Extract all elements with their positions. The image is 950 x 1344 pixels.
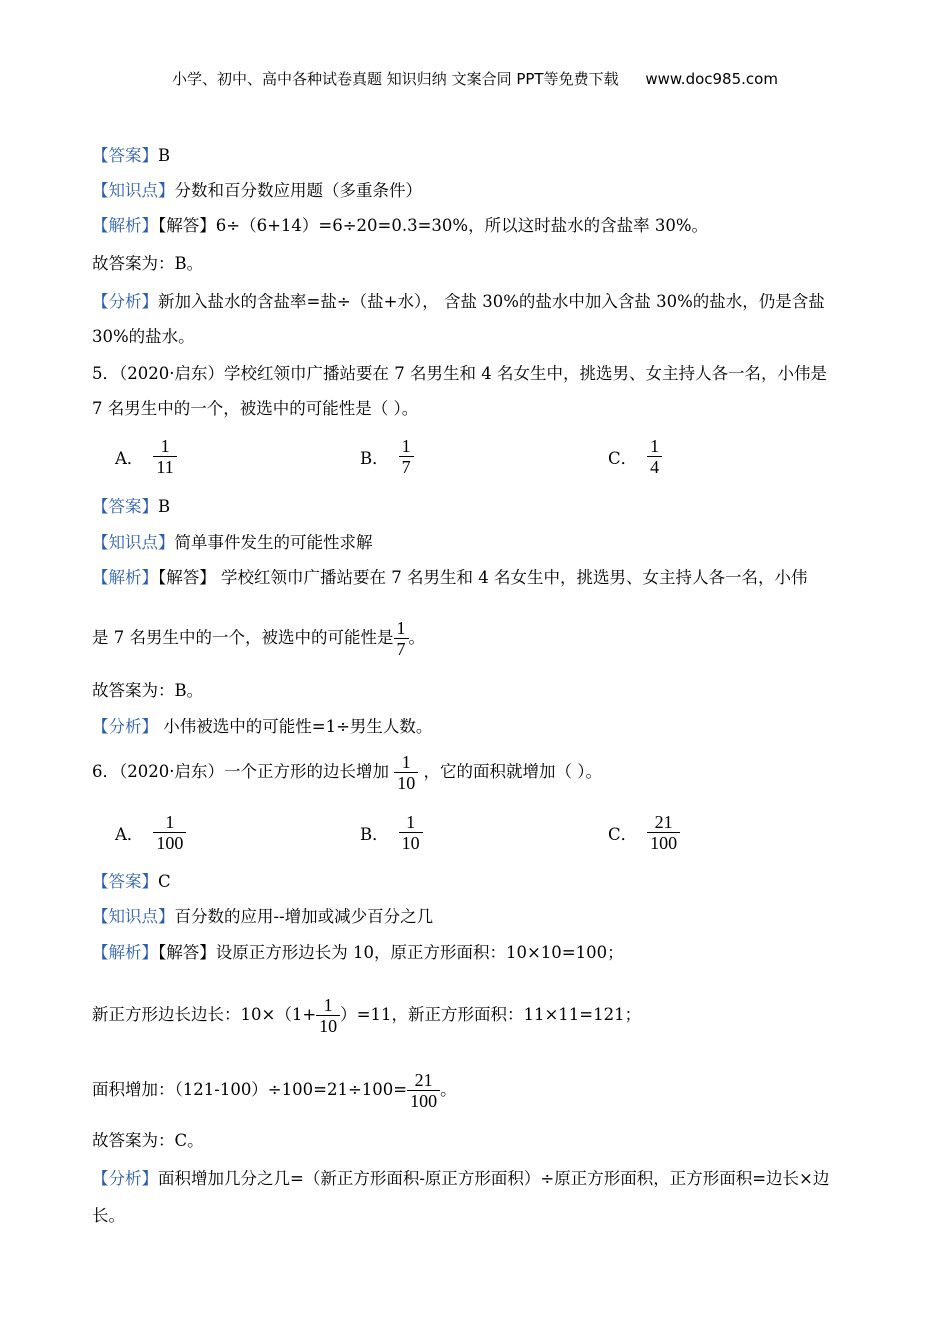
option-letter: C． [608,448,638,468]
answer-tag: 【答案】 [92,497,158,516]
q4-analysis-cont: 30%的盐水。 [92,327,195,346]
denominator: 11 [156,457,174,477]
q5-option-a[interactable] [115,436,177,477]
solution-text: 设原正方形边长为 10，原正方形面积：10×10=100； [215,943,624,962]
denominator: 10 [401,833,420,853]
solution-text: 6÷（6+14）=6÷20=0.3=30%，所以这时盐水的含盐率 30%。 [215,216,709,235]
q5-stem-line2: 7 名男生中的一个，被选中的可能性是（ ）。 [92,399,419,418]
header-text: 小学、初中、高中各种试卷真题 知识归纳 文案合同 PPT等免费下载 [172,70,619,88]
numerator: 1 [394,618,409,639]
q6-conclusion: 故答案为：C。 [92,1131,204,1150]
q5-analysis [92,716,432,738]
analysis-tag: 【解析】 [92,216,158,235]
knowledge-tag: 【知识点】 [92,181,175,200]
solve-tag: 【解答】 [158,943,216,962]
q4-answer [92,145,170,167]
numerator: 1 [316,995,340,1016]
solution-fraction [394,618,409,659]
analysis-text: 新加入盐水的含盐率=盐÷（盐+水）， 含盐 30%的盐水中加入含盐 30%的盐水，仍是含盐 [158,292,825,311]
numerator: 1 [153,812,186,833]
option-letter: B． [360,448,389,468]
solution-text: 。 [440,1080,457,1099]
option-letter: A． [115,448,144,468]
denominator: 4 [650,457,660,477]
q5-solution [92,567,807,589]
answer-value: C [158,872,171,891]
solution-text: 。 [408,628,425,647]
header-site-link[interactable]: www.doc985.com [645,70,778,88]
q5-answer [92,496,170,518]
solution-text: 面积增加：（121-100）÷100=21÷100= [92,1080,408,1099]
option-letter: A． [115,824,144,844]
numerator: 1 [647,436,662,457]
fenxi-tag: 【分析】 [92,292,158,311]
q6-option-b[interactable] [360,812,423,853]
q6-option-a[interactable] [115,812,186,853]
q4-analysis [92,291,825,313]
denominator: 100 [650,833,678,853]
answer-tag: 【答案】 [92,872,158,891]
knowledge-tag: 【知识点】 [92,907,175,926]
denominator: 10 [319,1016,338,1036]
q6-analysis [92,1168,829,1190]
q6-stem [92,750,602,794]
numerator: 1 [394,752,418,773]
option-fraction [153,812,186,853]
denominator: 7 [401,457,411,477]
answer-value: B [158,146,171,165]
numerator: 1 [153,436,176,457]
q4-knowledge [92,180,422,202]
knowledge-tag: 【知识点】 [92,533,175,552]
denominator: 100 [410,1091,438,1111]
denominator: 100 [156,833,184,853]
solution-text: 新正方形边长边长：10×（1+ [92,1005,317,1024]
solve-tag: 【解答】 [158,568,216,587]
q6-solution-line2 [92,993,641,1037]
numerator: 21 [647,812,680,833]
q6-option-c[interactable] [608,812,680,853]
analysis-tag: 【解析】 [92,943,158,962]
q4-conclusion: 故答案为：B。 [92,254,204,273]
q5-option-c[interactable] [608,436,662,477]
knowledge-value: 百分数的应用--增加或减少百分之几 [174,907,434,926]
numerator: 21 [407,1070,440,1091]
q5-option-b[interactable] [360,436,414,477]
solution-text: ）=11，新正方形面积：11×11=121； [340,1005,642,1024]
analysis-text: 面积增加几分之几=（新正方形面积-原正方形面积）÷原正方形面积，正方形面积=边长×边 [158,1169,830,1188]
q5-solution-cont [92,616,425,660]
q5-stem-line1: 5．（2020·启东）学校红领巾广播站要在 7 名男生和 4 名女生中，挑选男、女主持人各一名，小伟是 [92,364,827,383]
page-header [0,68,950,89]
option-letter: B． [360,824,389,844]
solution-fraction [316,995,340,1036]
q6-answer [92,871,171,893]
q6-solution [92,942,624,964]
option-fraction [153,436,176,477]
analysis-text: 小伟被选中的可能性=1÷男生人数。 [158,717,433,736]
stem-text: ，它的面积就增加（ ）。 [423,762,602,781]
q5-conclusion: 故答案为：B。 [92,681,204,700]
q6-solution-line3 [92,1068,457,1112]
solution-fraction [407,1070,440,1111]
q6-analysis-cont: 长。 [92,1206,125,1225]
solve-tag: 【解答】 [158,216,216,235]
q5-knowledge [92,532,373,554]
fenxi-tag: 【分析】 [92,717,158,736]
option-fraction [399,812,423,853]
knowledge-value: 简单事件发生的可能性求解 [174,533,373,552]
knowledge-value: 分数和百分数应用题（多重条件） [174,181,422,200]
stem-fraction [394,752,418,793]
numerator: 1 [399,436,414,457]
answer-tag: 【答案】 [92,146,158,165]
q4-solution [92,215,708,237]
option-letter: C． [608,824,638,844]
denominator: 10 [397,773,416,793]
solution-text: 学校红领巾广播站要在 7 名男生和 4 名女生中，挑选男、女主持人各一名，小伟 [215,568,808,587]
denominator: 7 [396,639,406,659]
option-fraction [647,812,680,853]
stem-text: 6．（2020·启东）一个正方形的边长增加 [92,762,389,781]
answer-value: B [158,497,171,516]
analysis-tag: 【解析】 [92,568,158,587]
fenxi-tag: 【分析】 [92,1169,158,1188]
option-fraction [399,436,414,477]
numerator: 1 [399,812,423,833]
q6-knowledge [92,906,433,928]
solution-text: 是 7 名男生中的一个，被选中的可能性是 [92,628,394,647]
option-fraction [647,436,662,477]
